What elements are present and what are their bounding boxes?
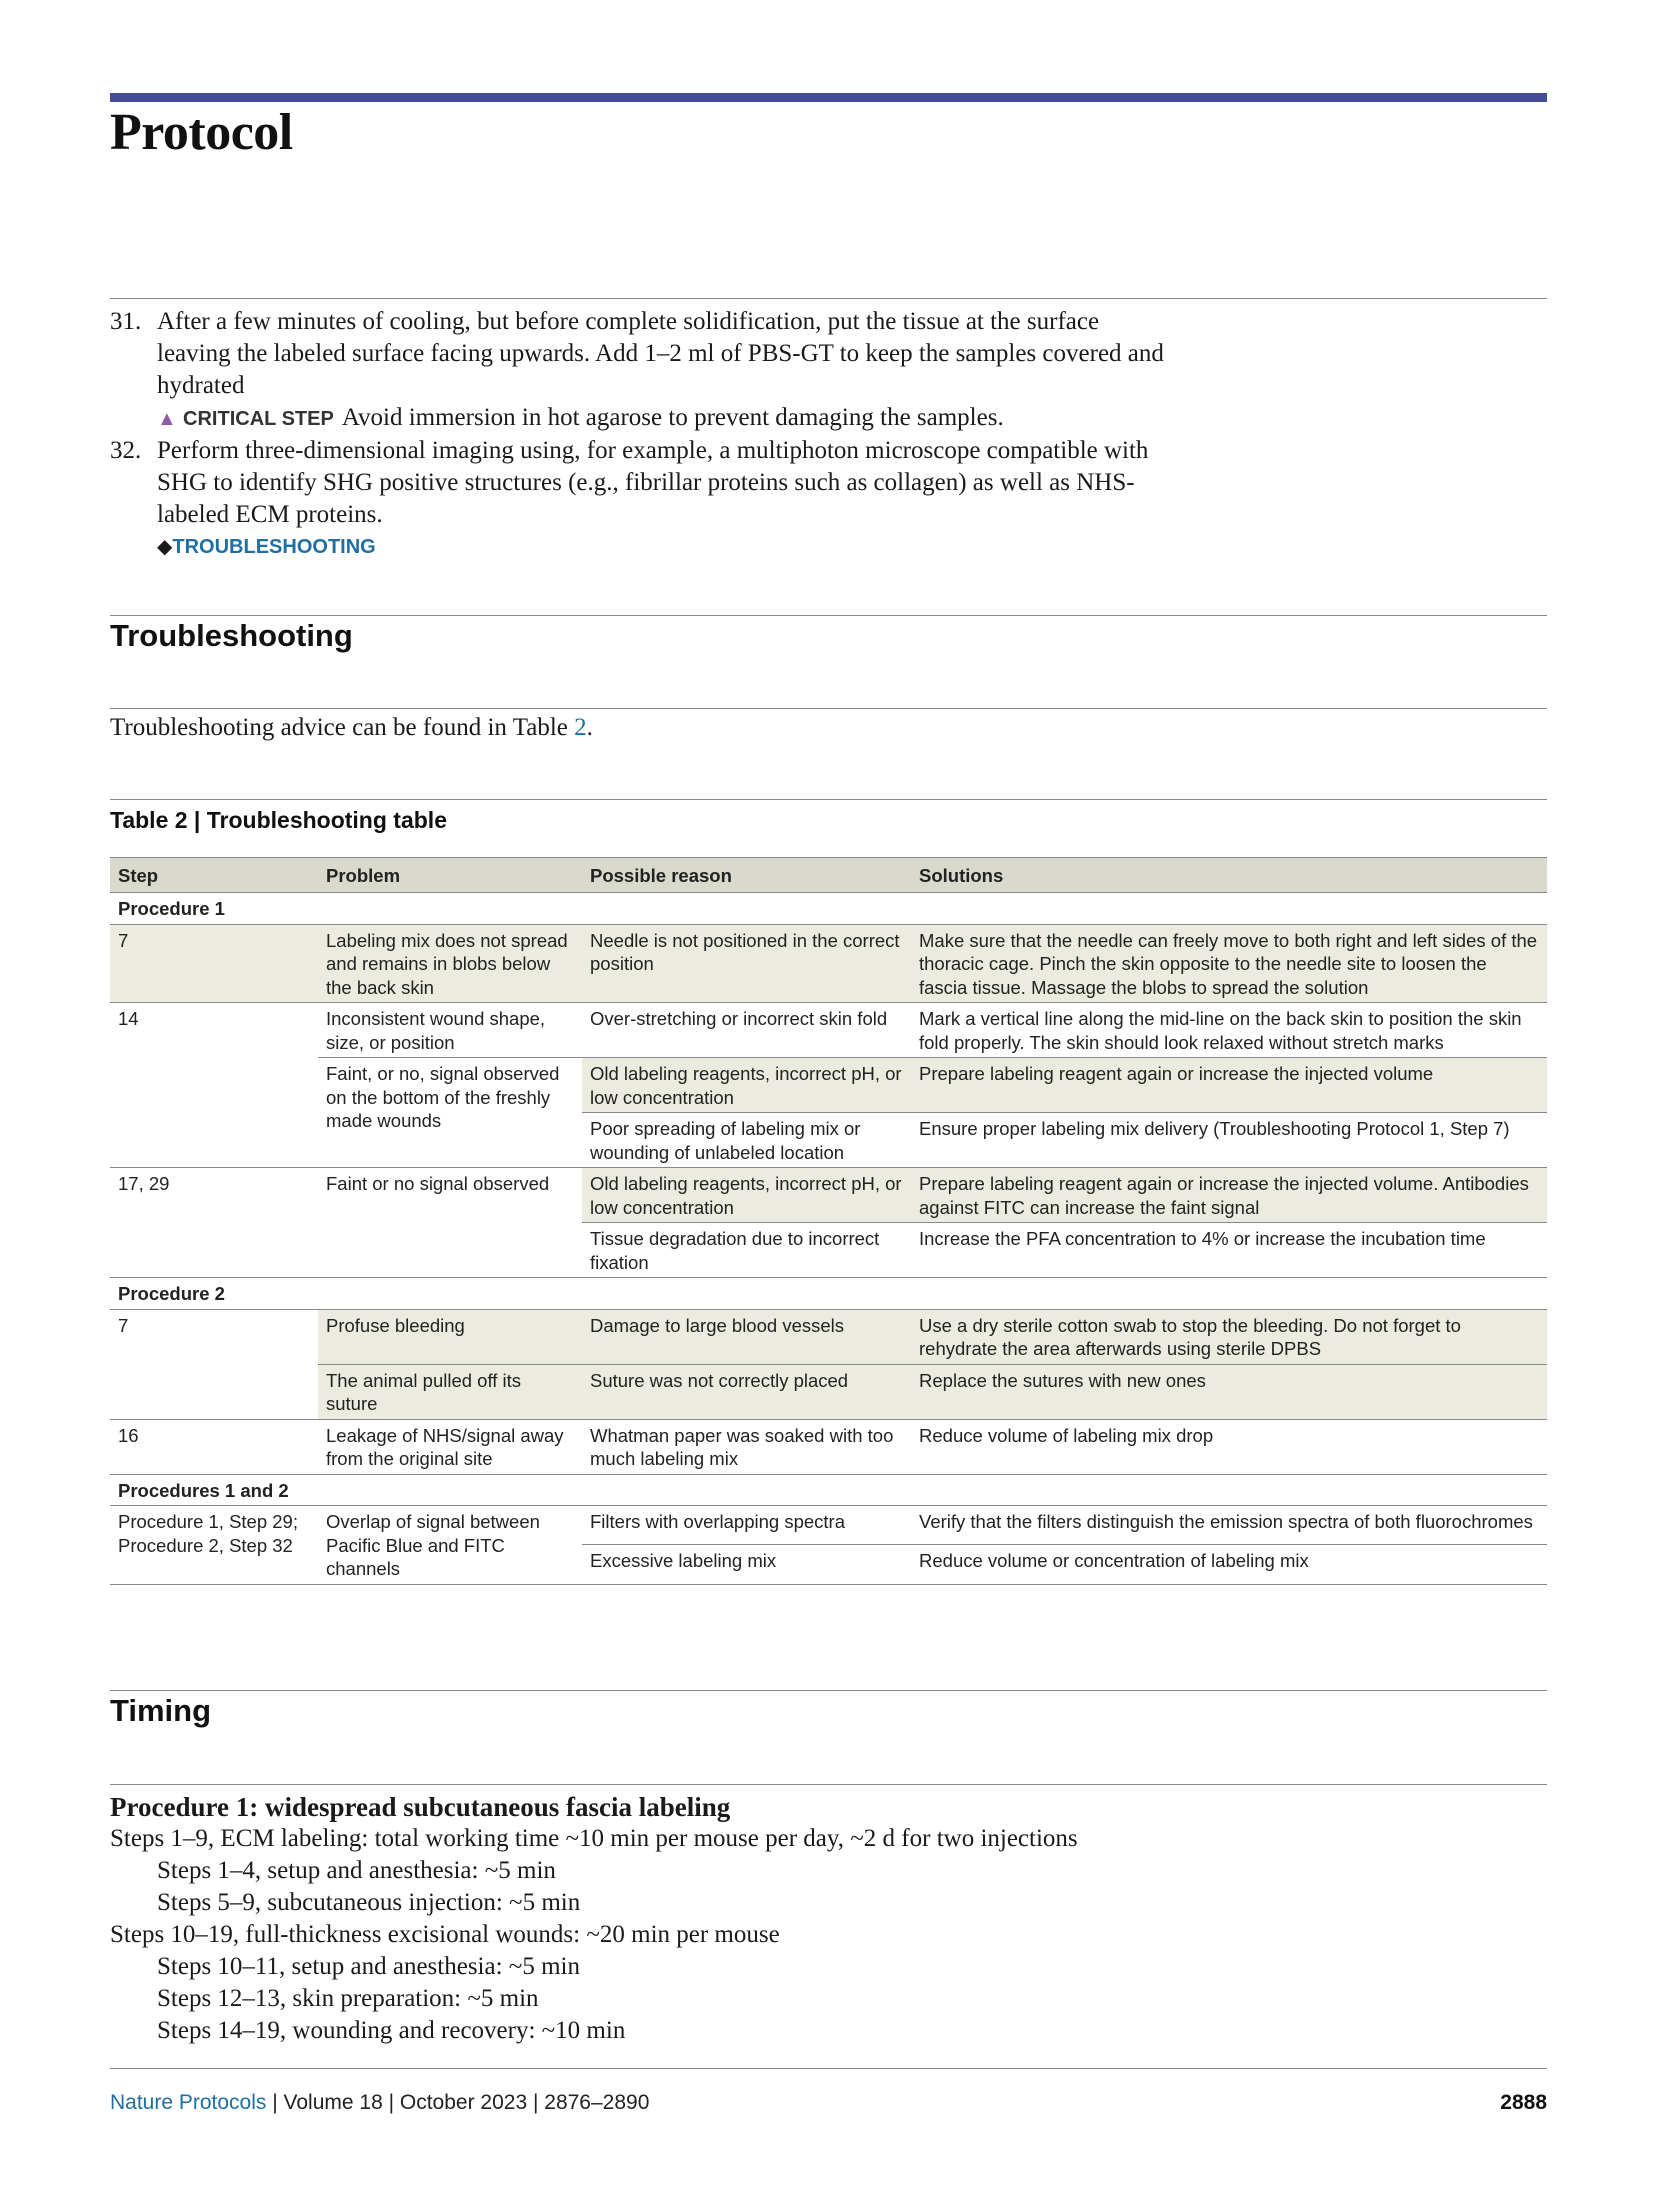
critical-step-note <box>157 402 1170 435</box>
step-number: 32. <box>110 437 142 464</box>
cell-step: 7 <box>110 924 318 1003</box>
cell-solution: Verify that the filters distinguish the emission spectra of both fluorochromes <box>911 1506 1547 1545</box>
intro-text: Troubleshooting advice can be found in Table <box>110 714 575 741</box>
cell-problem: Profuse bleeding <box>318 1309 582 1364</box>
timing-line: Steps 10–19, full-thickness excisional wounds: ~20 min per mouse <box>110 1921 780 1948</box>
cell-problem: Labeling mix does not spread and remains in blobs below the back skin <box>318 924 582 1003</box>
cell-reason: Filters with overlapping spectra <box>582 1506 911 1545</box>
cell-reason: Needle is not positioned in the correct position <box>582 924 911 1003</box>
footer-citation <box>110 2091 649 2115</box>
procedure-row <box>110 893 1547 925</box>
table-row <box>110 1419 1547 1474</box>
cell-problem: Leakage of NHS/signal away from the original site <box>318 1419 582 1474</box>
divider <box>110 1690 1547 1691</box>
procedure-label: Procedures 1 and 2 <box>110 1474 1547 1506</box>
cell-problem: Overlap of signal between Pacific Blue and FITC channels <box>318 1506 582 1585</box>
intro-text-end: . <box>586 714 593 741</box>
procedure-label: Procedure 1 <box>110 893 1547 925</box>
table-header-row <box>110 858 1547 893</box>
table-reference-link[interactable]: 2 <box>574 714 587 741</box>
troubleshooting-table <box>110 857 1547 1585</box>
triangle-warning-icon: ▲ <box>157 408 177 430</box>
cell-reason: Over-stretching or incorrect skin fold <box>582 1003 911 1058</box>
citation-details: | Volume 18 | October 2023 | 2876–2890 <box>266 2091 650 2114</box>
table-row <box>110 1058 1547 1113</box>
cell-solution: Prepare labeling reagent again or increase the injected volume. Antibodies against FITC can increase the faint signal <box>911 1168 1547 1223</box>
table-caption: Table 2 | Troubleshooting table <box>110 807 447 833</box>
divider <box>110 799 1547 800</box>
table-row <box>110 924 1547 1003</box>
divider <box>110 708 1547 709</box>
cell-reason: Suture was not correctly placed <box>582 1364 911 1419</box>
table-row <box>110 1168 1547 1223</box>
timing-line: Steps 10–11, setup and anesthesia: ~5 min <box>157 1953 580 1980</box>
cell-step: 16 <box>110 1419 318 1474</box>
column-header-solutions: Solutions <box>911 858 1547 893</box>
cell-step: 14 <box>110 1003 318 1168</box>
cell-solution: Reduce volume or concentration of labeling mix <box>911 1545 1547 1584</box>
cell-solution: Mark a vertical line along the mid-line on the back skin to position the skin fold properly. The skin should look relaxed without stretch marks <box>911 1003 1547 1058</box>
procedure-row <box>110 1278 1547 1310</box>
cell-reason: Whatman paper was soaked with too much labeling mix <box>582 1419 911 1474</box>
cell-problem: Faint, or no, signal observed on the bottom of the freshly made wounds <box>318 1058 582 1168</box>
protocol-steps <box>110 306 1170 563</box>
divider <box>110 298 1547 299</box>
timing-line: Steps 5–9, subcutaneous injection: ~5 min <box>157 1889 581 1916</box>
cell-solution: Increase the PFA concentration to 4% or increase the incubation time <box>911 1223 1547 1278</box>
cell-reason: Old labeling reagents, incorrect pH, or low concentration <box>582 1168 911 1223</box>
journal-name-link[interactable]: Nature Protocols <box>110 2091 267 2114</box>
troubleshooting-intro <box>110 714 593 742</box>
critical-step-text: Avoid immersion in hot agarose to prevent damaging the samples. <box>341 404 1004 431</box>
divider <box>110 1784 1547 1785</box>
timing-line: Steps 1–4, setup and anesthesia: ~5 min <box>157 1857 556 1884</box>
cell-solution: Ensure proper labeling mix delivery (Troubleshooting Protocol 1, Step 7) <box>911 1113 1547 1168</box>
timing-line: Steps 1–9, ECM labeling: total working time ~10 min per mouse per day, ~2 d for two injections <box>110 1825 1078 1852</box>
step-32 <box>110 435 1170 563</box>
step-31 <box>110 306 1170 435</box>
cell-reason: Tissue degradation due to incorrect fixation <box>582 1223 911 1278</box>
procedure-row <box>110 1474 1547 1506</box>
step-number: 31. <box>110 308 142 335</box>
cell-solution: Use a dry sterile cotton swab to stop the bleeding. Do not forget to rehydrate the area afterwards using sterile DPBS <box>911 1309 1547 1364</box>
divider <box>110 615 1547 616</box>
timing-line: Steps 12–13, skin preparation: ~5 min <box>157 1985 539 2012</box>
table-row <box>110 1003 1547 1058</box>
cell-reason: Damage to large blood vessels <box>582 1309 911 1364</box>
cell-step: Procedure 1, Step 29; Procedure 2, Step 32 <box>110 1506 318 1585</box>
timing-line: Steps 14–19, wounding and recovery: ~10 min <box>157 2017 626 2044</box>
timing-list <box>110 1791 1078 2047</box>
critical-step-label: CRITICAL STEP <box>183 408 334 430</box>
timing-subtitle: Procedure 1: widespread subcutaneous fascia labeling <box>110 1792 731 1822</box>
cell-problem: Faint or no signal observed <box>318 1168 582 1278</box>
cell-solution: Make sure that the needle can freely move to both right and left sides of the thoracic cage. Pinch the skin opposite to the needle site to loosen the fascia tissue. Massage the blobs to spread the solution <box>911 924 1547 1003</box>
cell-problem: The animal pulled off its suture <box>318 1364 582 1419</box>
column-header-step: Step <box>110 858 318 893</box>
troubleshooting-link-label: TROUBLESHOOTING <box>172 536 376 558</box>
table-row <box>110 1364 1547 1419</box>
cell-solution: Replace the sutures with new ones <box>911 1364 1547 1419</box>
cell-reason: Poor spreading of labeling mix or wounding of unlabeled location <box>582 1113 911 1168</box>
page-number: 2888 <box>1500 2091 1547 2114</box>
column-header-reason: Possible reason <box>582 858 911 893</box>
page-header-title: Protocol <box>110 104 293 161</box>
timing-section-title: Timing <box>110 1693 212 1728</box>
top-accent-bar <box>110 93 1547 102</box>
cell-solution: Prepare labeling reagent again or increase the injected volume <box>911 1058 1547 1113</box>
column-header-problem: Problem <box>318 858 582 893</box>
cell-reason: Excessive labeling mix <box>582 1545 911 1584</box>
cell-step: 7 <box>110 1309 318 1419</box>
cell-step: 17, 29 <box>110 1168 318 1278</box>
troubleshooting-link[interactable] <box>157 531 1170 563</box>
table-row <box>110 1506 1547 1545</box>
troubleshooting-section-title: Troubleshooting <box>110 618 353 653</box>
procedure-label: Procedure 2 <box>110 1278 1547 1310</box>
footer-divider <box>110 2068 1547 2069</box>
diamond-icon: ◆ <box>157 536 173 558</box>
table-row <box>110 1309 1547 1364</box>
cell-problem: Inconsistent wound shape, size, or position <box>318 1003 582 1058</box>
cell-reason: Old labeling reagents, incorrect pH, or low concentration <box>582 1058 911 1113</box>
step-text: Perform three-dimensional imaging using, for example, a multiphoton microscope compatible with SHG to identify SHG positive structures (e.g., fibrillar proteins such as collagen) as well as NHS-labeled ECM proteins. <box>157 437 1149 528</box>
cell-solution: Reduce volume of labeling mix drop <box>911 1419 1547 1474</box>
step-text: After a few minutes of cooling, but before complete solidification, put the tissue at the surface leaving the labeled surface facing upwards. Add 1–2 ml of PBS-GT to keep the samples covered and hydrated <box>157 308 1164 399</box>
